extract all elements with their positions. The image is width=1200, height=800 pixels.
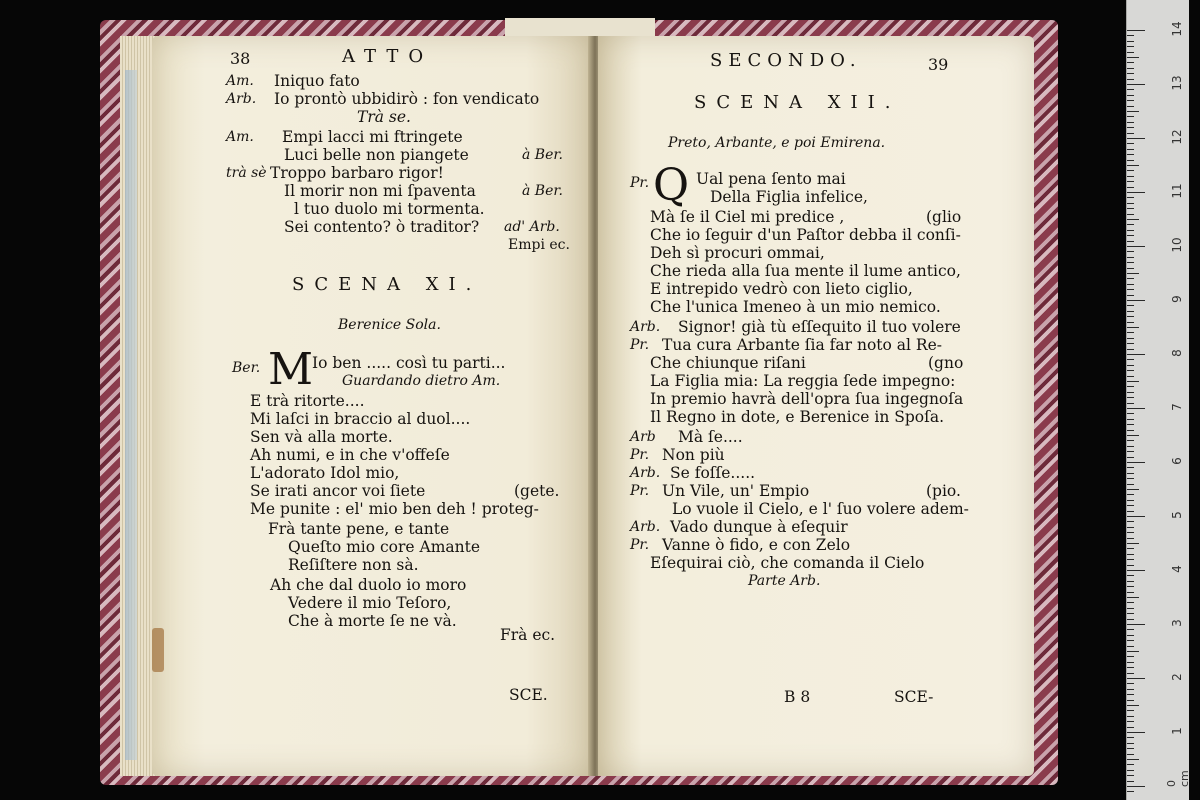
speaker: Arb. [630,465,661,481]
ruler-tick [1127,581,1134,582]
ruler-number: 12 [1170,129,1184,145]
speaker: Pr. [630,537,650,553]
ruler-tick [1127,781,1134,782]
ruler-tick [1127,95,1134,96]
verse-line: Vedere il mio Teſoro, [288,594,452,612]
verse-line: E intrepido vedrò con lieto ciglio, [650,280,913,298]
ruler-tick [1127,608,1134,609]
ruler-tick [1127,559,1134,560]
ruler-tick [1127,565,1134,566]
ruler-tick [1127,700,1134,701]
ruler-tick [1127,662,1134,663]
ruler-tick [1127,343,1134,344]
ruler-tick [1127,214,1134,215]
scene-cast: Preto, Arbante, e poi Emirena. [668,135,886,151]
ruler-tick [1127,327,1139,328]
ruler-tick [1127,311,1134,312]
ruler-tick [1127,619,1134,620]
speaker: Pr. [630,175,650,191]
ruler-tick [1127,457,1134,458]
verse-line: Luci belle non piangete [284,146,469,164]
speaker: trà sè [226,165,267,181]
running-head: SECONDO. [710,50,862,71]
ruler-tick [1127,527,1134,528]
verse-line: Eſequirai ciò, che comanda il Cielo [650,554,925,572]
ruler-number: 8 [1170,349,1184,357]
ruler-tick [1127,597,1139,598]
verse-line: Deh sì procuri ommai, [650,244,825,262]
verse-line: Io prontò ubbidirò : fon vendicato [274,90,540,108]
ruler-tick [1127,106,1134,107]
ruler-tick [1127,775,1134,776]
ruler-tick [1127,30,1145,31]
catchword: SCE- [894,688,934,706]
stage-direction: Parte Arb. [748,573,821,589]
ruler-tick [1127,710,1134,711]
ruler-tick [1127,138,1145,139]
ruler-tick [1127,543,1139,544]
ruler-tick [1127,295,1134,296]
ruler-tick [1127,743,1134,744]
ruler-tick [1127,538,1134,539]
verse-line: Sen và alla morte. [250,428,393,446]
ruler-tick [1127,116,1134,117]
verse-line: Io ben ..... così tu parti... [312,354,506,372]
ruler-tick [1127,354,1145,355]
ruler-tick [1127,440,1134,441]
ruler-tick [1127,764,1134,765]
ruler-tick [1127,403,1134,404]
scene-cast: Berenice Sola. [338,317,441,333]
ruler-tick [1127,397,1134,398]
ruler-tick [1127,570,1145,571]
line-turnover: (glio [926,208,962,226]
ruler-tick [1127,413,1134,414]
speaker: Arb. [630,319,661,335]
ruler-tick [1127,52,1134,53]
ruler-tick [1127,392,1134,393]
ruler-tick [1127,575,1134,576]
ruler-tick [1127,554,1134,555]
running-head: ATTO [342,46,434,67]
ruler-tick [1127,349,1134,350]
ruler-tick [1127,759,1139,760]
ruler-tick [1127,181,1134,182]
ruler-tick [1127,46,1134,47]
ruler-tick [1127,500,1134,501]
ruler-tick [1127,435,1139,436]
ruler-number: 5 [1170,511,1184,519]
verse-line: Che chiunque riſani [650,354,806,372]
speaker: Arb [630,429,656,445]
measurement-ruler [1126,0,1189,800]
ruler-tick [1127,235,1134,236]
ruler-tick [1127,35,1134,36]
ruler-tick [1127,300,1145,301]
ruler-tick [1127,322,1134,323]
speaker: Pr. [630,337,650,353]
ruler-tick [1127,484,1134,485]
ruler-tick [1127,251,1134,252]
verse-line: Queſto mio core Amante [288,538,481,556]
ruler-tick [1127,489,1139,490]
ruler-tick [1127,446,1134,447]
verse-line: Vado dunque à eſequir [670,518,848,536]
ruler-number: 1 [1170,727,1184,735]
right-page [598,36,1034,776]
ruler-tick [1127,176,1134,177]
ruler-number: 11 [1170,183,1184,199]
ruler-number: 4 [1170,565,1184,573]
ruler-number: 6 [1170,457,1184,465]
stage-direction: Trà se. [357,108,411,126]
verse-line: Mà ſe.... [678,428,743,446]
verse-line: Sei contento? ò traditor? [284,218,480,236]
verse-line: L'adorato Idol mio, [250,464,400,482]
verse-line: Troppo barbaro rigor! [270,164,444,182]
ruler-tick [1127,284,1134,285]
ruler-tick [1127,143,1134,144]
speaker: Arb. [630,519,661,535]
page-number: 38 [230,49,251,68]
ruler-tick [1127,640,1134,641]
verse-line: Me punite : el' mio ben deh ! proteg- [250,500,539,518]
verse-line: Se irati ancor voi ſiete [250,482,426,500]
verse-line: Se foſſe..... [670,464,756,482]
left-page [152,36,592,776]
ruler-tick [1127,338,1134,339]
ruler-tick [1127,257,1134,258]
verse-line: Il morir non mi ſpaventa [284,182,476,200]
ruler-tick [1127,624,1145,625]
ruler-tick [1127,208,1134,209]
ruler-tick [1127,160,1134,161]
ruler-tick [1127,79,1134,80]
ruler-tick [1127,505,1134,506]
ruler-tick [1127,613,1134,614]
line-turnover: (gete. [514,482,560,500]
ruler-tick [1127,791,1134,792]
verse-line: Che io ſeguir d'un Paſtor debba il conſi- [650,226,961,244]
ruler-tick [1127,408,1145,409]
ruler-tick [1127,651,1139,652]
verse-line: Della Figlia infelice, [710,188,868,206]
ruler-tick [1127,246,1145,247]
ruler-tick [1127,467,1134,468]
ruler-tick [1127,656,1134,657]
ruler-number: 7 [1170,403,1184,411]
ruler-tick [1127,122,1134,123]
ruler-tick [1127,100,1134,101]
ruler-tick [1127,786,1145,787]
ruler-tick [1127,268,1134,269]
verse-line: Reſiſtere non sà. [288,556,419,574]
verse-line: Empi lacci mi ftringete [282,128,463,146]
ruler-tick [1127,694,1134,695]
verse-line: Un Vile, un' Empio [662,482,810,500]
ruler-tick [1127,716,1134,717]
speaker: Pr. [630,447,650,463]
ruler-tick [1127,289,1134,290]
verse-line: Signor! già tù eſſequito il tuo volere [678,318,961,336]
ruler-tick [1127,419,1134,420]
ruler-tick [1127,203,1134,204]
ruler-number: 9 [1170,295,1184,303]
ruler-tick [1127,127,1134,128]
verse-line: In premio havrà dell'opra ſua ingegnoſa [650,390,964,408]
scene-title: SCENA XI. [292,274,482,295]
verse-line: Tua cura Arbante ſia far noto al Re- [662,336,942,354]
ruler-tick [1127,57,1139,58]
verse-line: Non più [662,446,725,464]
ruler-tick [1127,192,1145,193]
ruler-tick [1127,494,1134,495]
ruler-tick [1127,386,1134,387]
ruler-tick [1127,41,1134,42]
ruler-tick [1127,770,1134,771]
ruler-number: 3 [1170,619,1184,627]
ruler-tick [1127,187,1134,188]
ruler-tick [1127,727,1134,728]
ruler-tick [1127,478,1134,479]
ruler-unit: 0 cm [1165,770,1191,787]
ruler-tick [1127,365,1134,366]
ruler-tick [1127,154,1134,155]
ruler-tick [1127,316,1134,317]
verse-line: Empi ec. [508,237,570,253]
ruler-tick [1127,305,1134,306]
ruler-tick [1127,133,1134,134]
line-turnover: (gno [928,354,964,372]
verse-line: E trà ritorte.... [250,392,365,410]
ruler-tick [1127,241,1134,242]
verse-line: Vanne ò fido, e con Zelo [662,536,851,554]
ruler-number: 2 [1170,673,1184,681]
ruler-tick [1127,592,1134,593]
verse-line: Ah numi, e in che v'offeſe [250,446,450,464]
verse-line: Mi laſci in braccio al duol.... [250,410,471,428]
ruler-tick [1127,111,1139,112]
ruler-tick [1127,224,1134,225]
speaker: Pr. [630,483,650,499]
ruler-tick [1127,273,1139,274]
page-number: 39 [928,55,949,74]
verse-line: Che rieda alla ſua mente il lume antico, [650,262,961,280]
speaker: Am. [226,129,254,145]
ruler-tick [1127,737,1134,738]
ruler-tick [1127,532,1134,533]
verse-line: Il Regno in dote, e Berenice in Spoſa. [650,408,945,426]
ruler-tick [1127,462,1145,463]
aside: à Ber. [522,147,563,163]
ruler-tick [1127,278,1134,279]
ruler-tick [1127,219,1139,220]
ruler-tick [1127,73,1134,74]
ruler-tick [1127,602,1134,603]
ruler-tick [1127,230,1134,231]
ruler-number: 13 [1170,75,1184,91]
ruler-tick [1127,721,1134,722]
ruler-tick [1127,521,1134,522]
drop-cap: Q [653,160,690,211]
ruler-tick [1127,667,1134,668]
ruler-tick [1127,673,1134,674]
ruler-tick [1127,170,1134,171]
ruler-tick [1127,262,1134,263]
speaker: Ber. [232,360,261,376]
ruler-tick [1127,370,1134,371]
ruler-tick [1127,62,1134,63]
speaker: Am. [226,73,254,89]
ruler-tick [1127,586,1134,587]
verse-line: Frà tante pene, e tante [268,520,450,538]
ruler-tick [1127,149,1134,150]
ruler-tick [1127,678,1145,679]
ruler-tick [1127,689,1134,690]
page-edges-tint [125,70,137,760]
ruler-tick [1127,381,1139,382]
line-turnover: (pio. [926,482,961,500]
verse-line: Che l'unica Imeneo à un mio nemico. [650,298,941,316]
ruler-tick [1127,635,1134,636]
ruler-tick [1127,629,1134,630]
ruler-tick [1127,424,1134,425]
speaker: Arb. [226,91,257,107]
ruler-tick [1127,376,1134,377]
aria-end: Frà ec. [500,626,556,644]
ruler-tick [1127,89,1134,90]
ruler-number: 14 [1170,21,1184,37]
verse-line: Iniquo fato [274,72,360,90]
drop-cap: M [268,344,314,395]
verse-line: Lo vuole il Cielo, e l' ſuo volere adem- [672,500,969,518]
verse-line: Ah che dal duolo io moro [270,576,467,594]
ruler-tick [1127,451,1134,452]
catchword: SCE. [509,686,548,704]
ruler-tick [1127,332,1134,333]
ruler-tick [1127,511,1134,512]
verse-line: Mà ſe il Ciel mi predice , [650,208,845,226]
verse-line: l tuo duolo mi tormenta. [294,200,485,218]
signature-mark: B 8 [784,688,811,706]
ruler-tick [1127,748,1134,749]
verse-line: Che à morte ſe ne và. [288,612,457,630]
ruler-tick [1127,548,1134,549]
stage-direction: Guardando dietro Am. [342,373,501,389]
ruler-tick [1127,473,1134,474]
ruler-tick [1127,646,1134,647]
ruler-tick [1127,732,1145,733]
ruler-tick [1127,165,1139,166]
verse-line: Ual pena ſento mai [696,170,846,188]
ruler-tick [1127,430,1134,431]
aside: à Ber. [522,183,563,199]
verse-line: La Figlia mia: La reggia ſede impegno: [650,372,956,390]
ruler-tick [1127,683,1134,684]
ruler-tick [1127,197,1134,198]
ruler-tick [1127,84,1145,85]
page-stain [152,628,164,672]
ruler-tick [1127,516,1145,517]
ruler-number: 10 [1170,237,1184,253]
aside: ad' Arb. [504,219,560,235]
ruler-tick [1127,754,1134,755]
ruler-tick [1127,359,1134,360]
ruler-tick [1127,705,1139,706]
ruler-tick [1127,68,1134,69]
scene-title: SCENA XII. [694,92,901,113]
